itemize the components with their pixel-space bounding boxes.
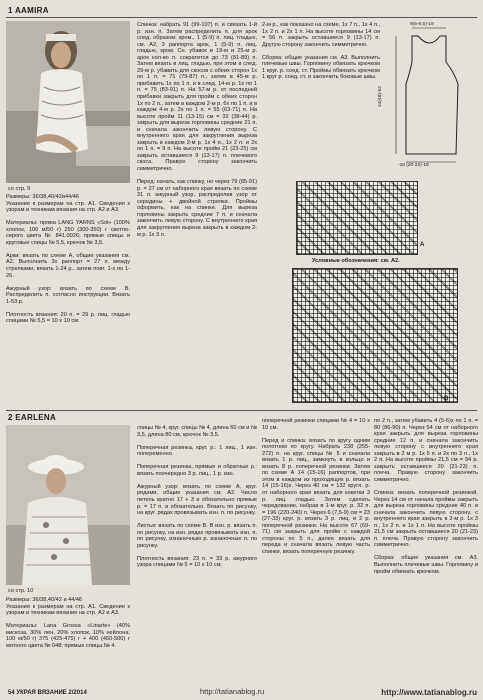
earlena-text-column-2: спицы № 4, круг. спицы № 4, длина 60 см и № 3,5, длина 80 см, крючок № 3,5. Поперечная резинка, круг. р.: 1 лиц., 1 изн. попеременно. Поперечная резинка, прямые и обратные р.: вязать поочередно 3 р. лиц., 1 р. изн. Ажурный узор: вязать по схеме А, круг. рядами, общие указания см. А2. Число петель кратно 17 + 3 и обязательно прямые р. = 17 п. в обязательно. Вязать по рисунку, на круг. рядах провязывать изн. п. по рисунку. Листья: вязать по схеме В. В изн. р. вязать п. по рисунку, на изн. рядах провязывать изн. п. по рисунку, изнаночным р. изнаночные п. по рисунку. Плотность вязания: 23 п. = 33 р. ажурного узора спицами № 5 = 10 х 10 см.	[137, 425, 257, 569]
diagram-scale-bottom: -18 (20-22)-18	[398, 163, 429, 168]
watermark-center: http://tatianablog.ru	[200, 687, 265, 696]
photo-aamira-image	[6, 21, 130, 183]
aamira-text-column-3: 2-м р., как показано на схеме, 1х 7 п., 1х 4 п., 1х 2 п. и 2х 1 п. На высоте горловины 14 см = 56 п. закрыть оставшиеся 9 (13-17) п. Другую сторону закончить симметрично. Сборка: общие указания см. А3. Выполнить плечевые швы. Горловину обвязать крючком 1 круг. р. соед. ст. Проймы обвязать крючком 1 круг р. соед. ст. и закончить боковые швы.	[262, 22, 380, 81]
knitting-chart-b	[292, 268, 458, 403]
chart-legend-note: Условные обозначения: см. А2.	[312, 258, 400, 264]
model-photo-aamira	[6, 21, 130, 183]
chart-a-label: A	[420, 242, 425, 248]
section-1-header	[8, 6, 49, 15]
knitting-chart-a	[296, 181, 418, 255]
earlena-text-column-4: по 2 п., затем убавить 4 (5-6)х по 1 п. = 80 (86-90) п. Через 54 см от наборного края закрыть для выреза горловины средние 12 п. и сначала закончить левую сторону с внутреннего края закрыть в 2 м р. 1х 5 п. и 2х по 3 п., 1х 2 п. На высоте проймы 21,5 см = 94 р. закрыть оставшиеся 20 (21-23) п. плеча. Правую сторону закончить симметрично. Спинка: вязать поперечной резинкой. Через 14 см от начала проймы закрыть для выреза горловины средние 40 п. и сначала закончить левую сторону, с внутреннего края закрыть в 2-м р. 1х 3 п., 1х 2 п. и 1х 1 п. На высоте проймы 21,5 см закрыть оставшиеся 20 (21-23) п. плеча. Правую сторону закончить симметрично. Сборка: общие указания см. А3. Выполнить плечевые швы. Горловину и пройм обвязать крючком.	[374, 418, 478, 575]
aamira-text-column-2: Спинка: набрать 91 (99-107) п. и связать 1-й р. изн. п. Затем распределить п. для арок след. образом: кром., 1 (5-9) п. лиц. гладью, см. А2, 3 раппорта арок, 1 (5-9) п. лиц. гладью, кром. Сн. убавок в 19-м и 25-м р. арок кол-во п. сократится до 73 (81-89) п. Затем вязать в лиц. гладью, при этом в след. 29-м р. убавить для скосов с обеих сторон 1х по 1 п. = 71 (79-87) п., затем в 45-м р. прибавить 1х по 1 п. и в след. 14-м р. 1х по 1 п. = 75 (83-91) п. На 57-м р. от последней прибавки закрыть для пройм с обеих сторон 1х по 2 п., затем в каждом 2-м р. 6х по 1 п. и в каждом 4-м р. 2х по 1 п. = 55 (63-71) п. На высоте пройм 11 (13-15) см = 32 (38-44) р. закрыть для выреза горловины средние 21 п. и сначала закончить левую сторону. С внутреннего края для закругления выреза закрыть в каждом 2-м р. 1х 4 п., 1х 2 п. и 2х по 1 п. = 9 п. На высоте пройм 21 (23-25) см закрыть оставшиеся 9 (13-17) п. плечевого скоса. Правую сторону закончить симметрично. Перед: начать, как спинку, но через 79 (85-91) р. = 27 см от наборного края вязать по схеме 31 п. ажурный узор, распределив узор от середины + двойной стрелки. Проймы оформить, как на спинке. Для выреза горловины закрыть средние 7 п. и сначала закончить левую сторону. С внутреннего края для закругления выреза закрыть в каждом 2-м р. 1х 3 п.	[137, 22, 257, 238]
aamira-text-column-1: Размеры: 36/38,40/42и44/46 Указания к размерам на стр. А1. Сведения к узорам и техникам вязания на стр. А2 и А3. Материалы: пряжа LANG YARNS «Sol» (100% хлопок, 100 м/50 г) 250 (300-350) г светло-серого цвета № 841.0026; прямые спицы и круговые спицы № 5,5, крючок № 3,5. Арки: вязать по схеме А, общие указания см. А2. Выполнить 3х раппорт = 27 п. между стрелками, вязать 1-24 р., затем повт. 1-х по 1-26. Ажурный узор: вязать по схеме В. Распределить п. согласно инструкции. Вязать 1-53 р. Плотность вязания: 20 п. = 29 р. лиц. гладью спицами № 5,5 = 10 х 10 см.	[6, 194, 130, 325]
garment-outline	[384, 22, 478, 172]
section-1-rule	[6, 17, 477, 18]
section-2-number: 2	[8, 413, 13, 422]
photo-earlena-image	[6, 425, 130, 585]
model-photo-earlena	[6, 425, 130, 585]
section-2-title: EARLENA	[15, 413, 57, 422]
section-1-number: 1	[8, 6, 13, 15]
earlena-text-column-1: Размеры: 36/38,40/42 и 44/46 Указания к размерам на стр. А1. Сведения к узорам и техникам вязания на стр. А2 и А3. Материалы: Lana Grossa «Linarte» (40% вискоза, 30% лен, 20% хлопок, 10% нейлона, 100 м/50 г) 375 (425-475) г + 400 (450-500) г мятного цвета № 048; прямые спицы № 4.	[6, 597, 130, 649]
watermark-right: http://www.tatianablog.ru	[381, 688, 477, 697]
diagram-scale-left: 44(48)-52	[377, 86, 383, 107]
section-2-rule	[6, 410, 477, 411]
earlena-text-column-3: поперечной резинки спицами № 4 = 10 х 10 см. Перед и спинка: вязать по кругу одним полотном по кругу. Набрать 238 (255-272) п. на круг. спицы № 5 и сначала вязать 1 р. лиц., замкнуть в кольцо и вязать 8 р. поперечной резинки. Затем по схеме А 14 (15-16) раппортов, при этом в каждом из проходящих р. вязать 14 (15-16)х. Через 40 см = 132 кругл. р. от наборного края вязать для кокетки 3 р. лиц. гладью. Затем сделать чередование, набрав в 1-м круг. р. 32 п. = 196 (220-240) п. Через 6 (7,5-9) см = 23 (27-33) круг. р. вязать 3 р. лиц. и 2 р. поперечной резинки. На высоте 67 (69-71) см закрыть для пройм с каждой стороны по 5 п., далее вязать для переда и сначала вязать левую часть спинки, вязать поперечную резинку.	[262, 418, 370, 555]
measurement-diagram	[377, 22, 478, 172]
section-2-header	[8, 413, 56, 422]
diagram-scale-top: 9(5-8,5)-19	[410, 22, 434, 27]
photo-caption-aamira: со стр. 9	[8, 186, 31, 192]
photo-caption-earlena: со стр. 10	[8, 588, 34, 594]
chart-b-label: B	[444, 396, 449, 402]
section-1-title: AAMIRA	[14, 6, 49, 15]
page-footer: 54 УКРАЯ ВЯЗАНИЕ 2/2014	[8, 690, 87, 696]
